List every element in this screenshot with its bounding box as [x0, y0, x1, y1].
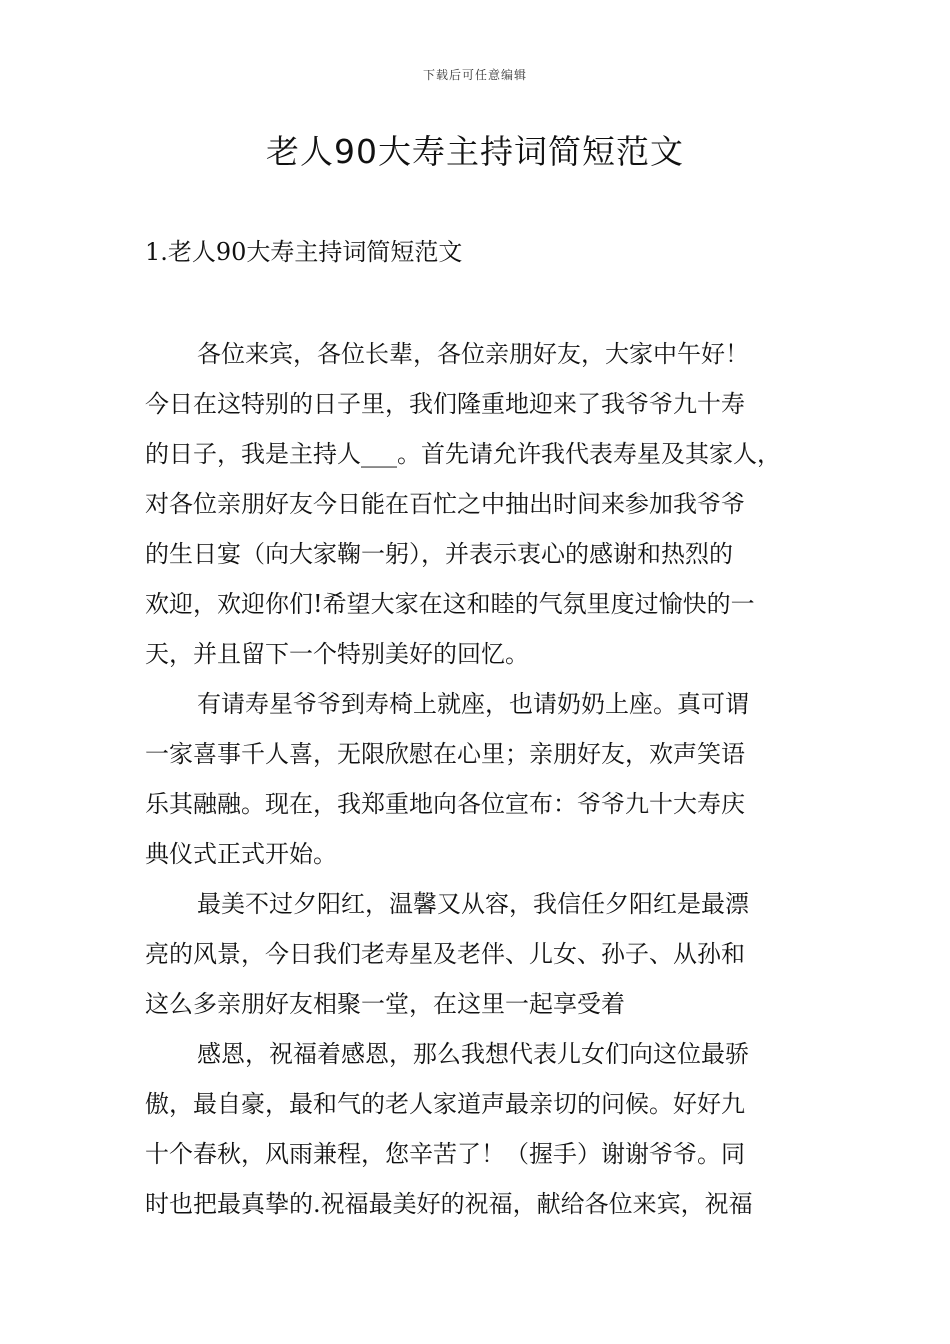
text-line: 各位来宾，各位长辈，各位亲朋好友，大家中午好！: [197, 340, 749, 368]
text-line: 最美不过夕阳红，温馨又从容，我信任夕阳红是最漂: [197, 890, 749, 918]
body-text: [145, 329, 825, 1229]
text-line: 有请寿星爷爷到寿椅上就座，也请奶奶上座。真可谓: [197, 690, 749, 718]
text-line: 的日子，我是主持人___。首先请允许我代表寿星及其家人，: [145, 440, 781, 468]
section-heading: 1.老人90大寿主持词简短范文: [145, 238, 463, 266]
text-line: 欢迎，欢迎你们!希望大家在这和睦的气氛里度过愉快的一: [145, 590, 755, 618]
text-line: 的生日宴（向大家鞠一躬），并表示衷心的感谢和热烈的: [145, 540, 733, 568]
text-line: 十个春秋，风雨兼程，您辛苦了！（握手）谢谢爷爷。同: [145, 1140, 745, 1168]
text-line: 时也把最真挚的.祝福最美好的祝福，献给各位来宾，祝福: [145, 1190, 753, 1218]
text-line: 今日在这特别的日子里，我们隆重地迎来了我爷爷九十寿: [145, 390, 745, 418]
text-line: 对各位亲朋好友今日能在百忙之中抽出时间来参加我爷爷: [145, 490, 745, 518]
text-line: 天，并且留下一个特别美好的回忆。: [145, 640, 529, 668]
text-line: 这么多亲朋好友相聚一堂，在这里一起享受着: [145, 990, 625, 1018]
header-note: 下载后可任意编辑: [422, 68, 527, 82]
text-line: 典仪式正式开始。: [145, 840, 337, 868]
text-line: 感恩，祝福着感恩，那么我想代表儿女们向这位最骄: [197, 1040, 749, 1068]
text-line: 傲，最自豪，最和气的老人家道声最亲切的问候。好好九: [145, 1090, 745, 1118]
text-line: 亮的风景，今日我们老寿星及老伴、儿女、孙子、从孙和: [145, 940, 745, 968]
text-line: 一家喜事千人喜，无限欣慰在心里；亲朋好友，欢声笑语: [145, 740, 745, 768]
text-line: 乐其融融。现在，我郑重地向各位宣布：爷爷九十大寿庆: [145, 790, 745, 818]
document-title: 老人90大寿主持词简短范文: [266, 132, 684, 171]
